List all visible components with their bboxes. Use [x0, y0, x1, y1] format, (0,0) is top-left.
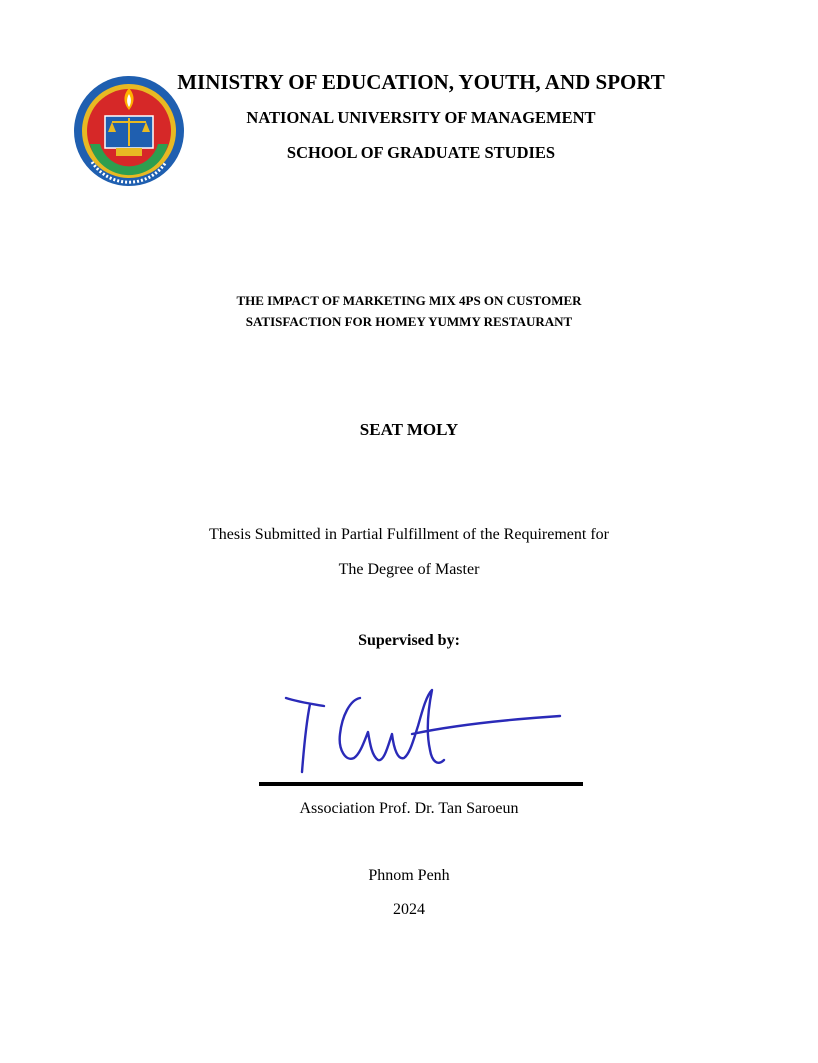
thesis-statement-line2: The Degree of Master	[338, 561, 480, 578]
ministry-name: MINISTRY OF EDUCATION, YOUTH, AND SPORT	[177, 70, 665, 94]
thesis-title-line1: THE IMPACT OF MARKETING MIX 4PS ON CUSTOMER	[236, 293, 582, 308]
city-name: Phnom Penh	[368, 867, 450, 884]
school-name: SCHOOL OF GRADUATE STUDIES	[286, 143, 556, 162]
university-name: NATIONAL UNIVERSITY OF MANAGEMENT	[246, 108, 596, 127]
thesis-statement-line1: Thesis Submitted in Partial Fulfillment of the Requirement for	[209, 526, 609, 543]
signature-line	[259, 782, 583, 786]
year: 2024	[393, 901, 425, 918]
supervised-by-label: Supervised by:	[358, 632, 460, 649]
thesis-title-line2: SATISFACTION FOR HOMEY YUMMY RESTAURANT	[245, 314, 573, 329]
handwritten-signature-icon	[280, 676, 570, 780]
author-name: SEAT MOLY	[359, 420, 459, 439]
supervisor-name: Association Prof. Dr. Tan Saroeun	[299, 800, 519, 817]
